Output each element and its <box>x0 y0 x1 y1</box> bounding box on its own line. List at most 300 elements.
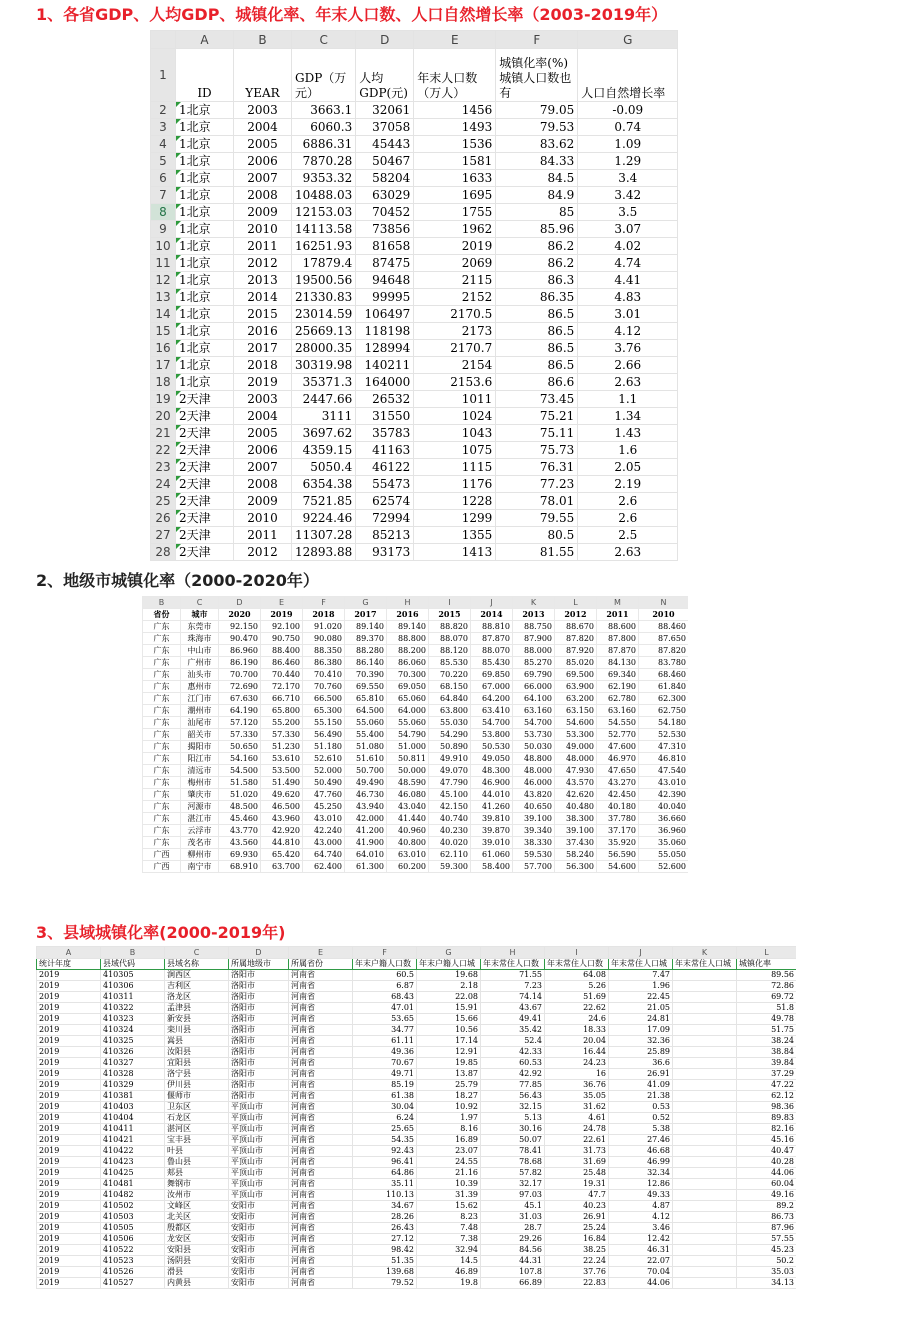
row-number: 8 <box>151 204 176 221</box>
data-cell: 57.700 <box>513 861 555 873</box>
data-cell <box>673 1091 737 1102</box>
data-cell: 45.460 <box>219 813 261 825</box>
data-cell: 410305 <box>101 970 165 981</box>
row-number: 16 <box>151 340 176 357</box>
field-header: 县域名称 <box>165 959 229 970</box>
data-cell: 河南省 <box>289 1179 353 1190</box>
data-cell: 43.270 <box>597 777 639 789</box>
data-cell: 22.83 <box>545 1278 609 1289</box>
data-cell: 1.96 <box>609 981 673 992</box>
data-cell: 87.96 <box>737 1223 797 1234</box>
data-cell: 广东 <box>143 645 181 657</box>
data-cell: 73.45 <box>496 391 578 408</box>
table-row <box>151 153 678 170</box>
table-row <box>151 374 678 391</box>
column-letter: L <box>555 597 597 609</box>
data-cell: 410322 <box>101 1003 165 1014</box>
data-cell: 50.530 <box>471 741 513 753</box>
data-cell: 揭阳市 <box>181 741 219 753</box>
data-cell: 内黄县 <box>165 1278 229 1289</box>
data-cell: 25669.13 <box>292 323 356 340</box>
data-cell: 66.000 <box>513 681 555 693</box>
data-cell: 92.150 <box>219 621 261 633</box>
data-cell: 49.490 <box>345 777 387 789</box>
data-cell: 40.480 <box>555 801 597 813</box>
data-cell: 48.800 <box>513 753 555 765</box>
data-cell: 36.660 <box>639 813 689 825</box>
data-cell: 河南省 <box>289 970 353 981</box>
data-cell: 89.140 <box>387 621 429 633</box>
data-cell: 洛宁县 <box>165 1069 229 1080</box>
data-cell: 48.500 <box>219 801 261 813</box>
data-cell: 85 <box>496 204 578 221</box>
data-cell: 16.84 <box>545 1234 609 1245</box>
data-cell: 文峰区 <box>165 1201 229 1212</box>
data-cell: 41.440 <box>387 813 429 825</box>
data-cell: 64.000 <box>387 705 429 717</box>
table-row <box>37 1069 797 1080</box>
data-cell: 62.12 <box>737 1091 797 1102</box>
data-cell: 51.000 <box>387 741 429 753</box>
data-cell: 2010 <box>234 221 292 238</box>
data-cell: 2007 <box>234 459 292 476</box>
data-cell: 安阳市 <box>229 1245 289 1256</box>
data-cell: 河南省 <box>289 1267 353 1278</box>
data-cell: 52.000 <box>303 765 345 777</box>
data-cell: 2.6 <box>578 510 678 527</box>
data-cell: 22.45 <box>609 992 673 1003</box>
field-header: 统计年度 <box>37 959 101 970</box>
data-cell: 42.92 <box>481 1069 545 1080</box>
data-cell: 69.550 <box>345 681 387 693</box>
data-cell: 43.770 <box>219 825 261 837</box>
data-cell: 2019 <box>37 1124 101 1135</box>
data-cell: 64.500 <box>345 705 387 717</box>
field-header: 2015 <box>429 609 471 621</box>
data-cell: 2019 <box>37 1157 101 1168</box>
data-cell: 86.35 <box>496 289 578 306</box>
data-cell: 39.870 <box>471 825 513 837</box>
data-cell: 89.56 <box>737 970 797 981</box>
data-cell: 潮州市 <box>181 705 219 717</box>
data-cell: 殷都区 <box>165 1223 229 1234</box>
data-cell: 惠州市 <box>181 681 219 693</box>
data-cell: 67.000 <box>471 681 513 693</box>
field-header: 城市 <box>181 609 219 621</box>
data-cell: 128994 <box>356 340 414 357</box>
data-cell: 安阳市 <box>229 1256 289 1267</box>
data-cell: 15.62 <box>417 1201 481 1212</box>
data-cell: 广东 <box>143 693 181 705</box>
column-letter: K <box>673 947 737 959</box>
data-cell: 2019 <box>414 238 496 255</box>
table-row <box>143 753 689 765</box>
data-cell: 57.330 <box>261 729 303 741</box>
data-cell: 20.04 <box>545 1036 609 1047</box>
data-cell: 30.04 <box>353 1102 417 1113</box>
data-cell: 106497 <box>356 306 414 323</box>
data-cell: 47.600 <box>597 741 639 753</box>
table-row <box>143 741 689 753</box>
table-row <box>143 837 689 849</box>
data-cell: 12.86 <box>609 1179 673 1190</box>
data-cell: 广东 <box>143 837 181 849</box>
data-cell: 37.170 <box>597 825 639 837</box>
data-cell: 410329 <box>101 1080 165 1091</box>
data-cell: 河南省 <box>289 1135 353 1146</box>
data-cell: 3663.1 <box>292 102 356 119</box>
data-cell: 41.200 <box>345 825 387 837</box>
data-cell: 26.91 <box>609 1069 673 1080</box>
data-cell: 98.42 <box>353 1245 417 1256</box>
data-cell: 53.500 <box>261 765 303 777</box>
data-cell: 2019 <box>37 1113 101 1124</box>
data-cell: 84.130 <box>597 657 639 669</box>
data-cell: 139.68 <box>353 1267 417 1278</box>
data-cell: 86.5 <box>496 306 578 323</box>
data-cell: 0.74 <box>578 119 678 136</box>
data-cell: 69.500 <box>555 669 597 681</box>
data-cell: 29.26 <box>481 1234 545 1245</box>
data-cell: 2019 <box>37 1047 101 1058</box>
column-letter: A <box>176 31 234 49</box>
data-cell: 5.26 <box>545 981 609 992</box>
field-header: 2014 <box>471 609 513 621</box>
data-cell: 34.67 <box>353 1201 417 1212</box>
data-cell: 2天津 <box>176 391 234 408</box>
data-cell: 东莞市 <box>181 621 219 633</box>
data-cell: 湛江市 <box>181 813 219 825</box>
table-row <box>143 729 689 741</box>
data-cell: 45.100 <box>429 789 471 801</box>
row-number: 23 <box>151 459 176 476</box>
data-cell: 86.190 <box>219 657 261 669</box>
data-cell: 55.200 <box>261 717 303 729</box>
data-cell: 54.160 <box>219 753 261 765</box>
data-cell: 43.570 <box>555 777 597 789</box>
table-row <box>143 801 689 813</box>
column-header-row <box>151 31 678 49</box>
data-cell: 2.19 <box>578 476 678 493</box>
data-cell: 广东 <box>143 717 181 729</box>
data-cell: 洛阳市 <box>229 1058 289 1069</box>
data-cell: 82.16 <box>737 1124 797 1135</box>
data-cell: 河南省 <box>289 1047 353 1058</box>
data-cell: 87475 <box>356 255 414 272</box>
data-cell: 31.73 <box>545 1146 609 1157</box>
data-cell: 25.48 <box>545 1168 609 1179</box>
table-row <box>143 861 689 873</box>
data-cell: 17.09 <box>609 1025 673 1036</box>
data-cell: 410381 <box>101 1091 165 1102</box>
table-row <box>143 705 689 717</box>
data-cell: 47.930 <box>555 765 597 777</box>
data-cell: 46.900 <box>471 777 513 789</box>
data-cell: 60.200 <box>387 861 429 873</box>
data-cell: 410503 <box>101 1212 165 1223</box>
data-cell: 安阳市 <box>229 1234 289 1245</box>
data-cell: 韶关市 <box>181 729 219 741</box>
data-cell: 54.180 <box>639 717 689 729</box>
data-cell: 2018 <box>234 357 292 374</box>
data-cell: 88.600 <box>597 621 639 633</box>
table-row <box>143 645 689 657</box>
table-row <box>151 238 678 255</box>
data-cell: 梅州市 <box>181 777 219 789</box>
row-number: 21 <box>151 425 176 442</box>
data-cell: 37.430 <box>555 837 597 849</box>
data-cell: 63.700 <box>261 861 303 873</box>
data-cell: 2天津 <box>176 527 234 544</box>
data-cell: 河南省 <box>289 1080 353 1091</box>
data-cell: 64.100 <box>513 693 555 705</box>
field-header: GDP（万元） <box>292 49 356 102</box>
field-header: 年末户籍人口数 <box>353 959 417 970</box>
data-cell <box>673 992 737 1003</box>
data-cell: 2007 <box>234 170 292 187</box>
data-cell: 1.1 <box>578 391 678 408</box>
data-cell: 16.44 <box>545 1047 609 1058</box>
data-cell <box>673 1014 737 1025</box>
data-cell: 汤阴县 <box>165 1256 229 1267</box>
data-cell: 48.300 <box>471 765 513 777</box>
data-cell: 35371.3 <box>292 374 356 391</box>
data-cell: 1北京 <box>176 238 234 255</box>
column-letter: I <box>545 947 609 959</box>
data-cell: 12893.88 <box>292 544 356 561</box>
data-cell: 61.38 <box>353 1091 417 1102</box>
data-cell: 24.78 <box>545 1124 609 1135</box>
data-cell: 0.53 <box>609 1102 673 1113</box>
data-cell: 107.8 <box>481 1267 545 1278</box>
data-cell: 32.34 <box>609 1168 673 1179</box>
data-cell: 410411 <box>101 1124 165 1135</box>
data-cell: 1北京 <box>176 119 234 136</box>
data-cell: 2008 <box>234 187 292 204</box>
data-cell: 64.010 <box>345 849 387 861</box>
data-cell: 51.490 <box>261 777 303 789</box>
data-cell <box>673 1223 737 1234</box>
data-cell <box>673 1157 737 1168</box>
data-cell: 河南省 <box>289 1102 353 1113</box>
row-number: 9 <box>151 221 176 238</box>
data-cell: 46.99 <box>609 1157 673 1168</box>
data-cell: 滑县 <box>165 1267 229 1278</box>
field-header: 城镇化率(%)城镇人口数也有 <box>496 49 578 102</box>
data-cell: 64.840 <box>429 693 471 705</box>
data-cell: 平顶山市 <box>229 1157 289 1168</box>
table-row <box>151 408 678 425</box>
data-cell: 28000.35 <box>292 340 356 357</box>
data-cell: 54.600 <box>555 717 597 729</box>
column-letter: D <box>356 31 414 49</box>
data-cell <box>673 1201 737 1212</box>
data-cell: 54.500 <box>219 765 261 777</box>
field-header: 城镇化率 <box>737 959 797 970</box>
data-cell: 49.33 <box>609 1190 673 1201</box>
data-cell: 1755 <box>414 204 496 221</box>
data-cell: 49.910 <box>429 753 471 765</box>
data-cell: 50.030 <box>513 741 555 753</box>
data-cell: 1176 <box>414 476 496 493</box>
data-cell: 32.36 <box>609 1036 673 1047</box>
data-cell: 49.000 <box>555 741 597 753</box>
data-cell: 63029 <box>356 187 414 204</box>
data-cell: 洛阳市 <box>229 1047 289 1058</box>
data-cell: 广东 <box>143 813 181 825</box>
data-cell: 68.460 <box>639 669 689 681</box>
table-row <box>151 425 678 442</box>
data-cell: 2153.6 <box>414 374 496 391</box>
data-cell: 广东 <box>143 789 181 801</box>
field-header-row <box>143 609 689 621</box>
table-row <box>37 1102 797 1113</box>
data-cell: 1北京 <box>176 102 234 119</box>
data-cell: 85.19 <box>353 1080 417 1091</box>
data-cell: 河南省 <box>289 1036 353 1047</box>
data-cell: 51.020 <box>219 789 261 801</box>
data-cell: 洛阳市 <box>229 1069 289 1080</box>
data-cell: 45.1 <box>481 1201 545 1212</box>
data-cell: 65.810 <box>345 693 387 705</box>
data-cell <box>673 970 737 981</box>
data-cell: 安阳市 <box>229 1212 289 1223</box>
data-cell: 舞钢市 <box>165 1179 229 1190</box>
table-row <box>151 544 678 561</box>
data-cell: 410423 <box>101 1157 165 1168</box>
table-row <box>37 1080 797 1091</box>
data-cell: 40.040 <box>639 801 689 813</box>
data-cell: 50.890 <box>429 741 471 753</box>
data-cell: 86.460 <box>261 657 303 669</box>
data-cell: 2019 <box>37 1091 101 1102</box>
data-cell: 70.67 <box>353 1058 417 1069</box>
data-cell: 2012 <box>234 544 292 561</box>
data-cell <box>673 1256 737 1267</box>
data-cell: 北关区 <box>165 1212 229 1223</box>
data-cell: 63.010 <box>387 849 429 861</box>
data-cell: 2019 <box>234 374 292 391</box>
data-cell: 6886.31 <box>292 136 356 153</box>
data-cell: 53.730 <box>513 729 555 741</box>
data-cell: 78.01 <box>496 493 578 510</box>
table-row <box>151 221 678 238</box>
row-number: 2 <box>151 102 176 119</box>
data-cell: 47.310 <box>639 741 689 753</box>
table-row <box>37 992 797 1003</box>
data-cell: 63.800 <box>429 705 471 717</box>
data-cell: 2004 <box>234 408 292 425</box>
data-cell: 1.09 <box>578 136 678 153</box>
data-cell: 河南省 <box>289 1190 353 1201</box>
data-cell: 88.280 <box>345 645 387 657</box>
data-cell: 87.870 <box>597 645 639 657</box>
data-cell: 30319.98 <box>292 357 356 374</box>
table-row <box>37 981 797 992</box>
data-cell: 46.730 <box>345 789 387 801</box>
data-cell: 4359.15 <box>292 442 356 459</box>
data-cell: 22.61 <box>545 1135 609 1146</box>
data-cell: 69.930 <box>219 849 261 861</box>
column-header-row <box>37 947 797 959</box>
data-cell: 42.920 <box>261 825 303 837</box>
prefecture-urbanization-sheet <box>142 596 688 878</box>
data-cell: 洛阳市 <box>229 981 289 992</box>
data-cell: 1456 <box>414 102 496 119</box>
data-cell: 22.07 <box>609 1256 673 1267</box>
table-row <box>151 119 678 136</box>
data-cell: 50.07 <box>481 1135 545 1146</box>
data-cell: 57.55 <box>737 1234 797 1245</box>
data-cell: 2019 <box>37 1014 101 1025</box>
section-title-2: 2、地级市城镇化率（2000-2020年） <box>36 571 319 590</box>
data-cell: 6.87 <box>353 981 417 992</box>
data-cell: 86.5 <box>496 323 578 340</box>
data-cell: 68.150 <box>429 681 471 693</box>
data-cell: 88.670 <box>555 621 597 633</box>
data-cell: 60.53 <box>481 1058 545 1069</box>
data-cell: 32.15 <box>481 1102 545 1113</box>
data-cell: 86.060 <box>387 657 429 669</box>
data-cell <box>673 1267 737 1278</box>
data-cell: 广州市 <box>181 657 219 669</box>
data-cell: 3.4 <box>578 170 678 187</box>
data-cell: 36.76 <box>545 1080 609 1091</box>
data-cell: 44.010 <box>471 789 513 801</box>
data-cell: 卫东区 <box>165 1102 229 1113</box>
table-row <box>37 1091 797 1102</box>
data-cell: 25.65 <box>353 1124 417 1135</box>
data-cell: 41.09 <box>609 1080 673 1091</box>
data-cell: 64.190 <box>219 705 261 717</box>
data-cell: 87.650 <box>639 633 689 645</box>
data-cell: 35.05 <box>545 1091 609 1102</box>
data-cell: 6354.38 <box>292 476 356 493</box>
data-cell: 10.92 <box>417 1102 481 1113</box>
data-cell: 51.580 <box>219 777 261 789</box>
data-cell: 410506 <box>101 1234 165 1245</box>
data-cell: 安阳市 <box>229 1278 289 1289</box>
data-cell: 42.240 <box>303 825 345 837</box>
data-cell: 54.790 <box>387 729 429 741</box>
data-cell: 河南省 <box>289 1091 353 1102</box>
row-number: 15 <box>151 323 176 340</box>
table-row <box>151 289 678 306</box>
data-cell: 54.550 <box>597 717 639 729</box>
data-cell: 汕头市 <box>181 669 219 681</box>
table-row <box>151 476 678 493</box>
data-cell: 23.07 <box>417 1146 481 1157</box>
data-cell: 50.650 <box>219 741 261 753</box>
data-cell: 69.72 <box>737 992 797 1003</box>
data-cell: 清远市 <box>181 765 219 777</box>
table-row <box>37 1245 797 1256</box>
data-cell: 4.61 <box>545 1113 609 1124</box>
data-cell: 56.590 <box>597 849 639 861</box>
data-cell: 81.55 <box>496 544 578 561</box>
data-cell: 56.490 <box>303 729 345 741</box>
data-cell: 2.05 <box>578 459 678 476</box>
data-cell: 12.91 <box>417 1047 481 1058</box>
data-cell: 1355 <box>414 527 496 544</box>
data-cell: 2005 <box>234 425 292 442</box>
data-cell: 安阳市 <box>229 1267 289 1278</box>
table-row <box>37 1168 797 1179</box>
data-cell: 53.300 <box>555 729 597 741</box>
data-cell: 洛阳市 <box>229 992 289 1003</box>
data-cell: 89.83 <box>737 1113 797 1124</box>
data-cell: 59.300 <box>429 861 471 873</box>
